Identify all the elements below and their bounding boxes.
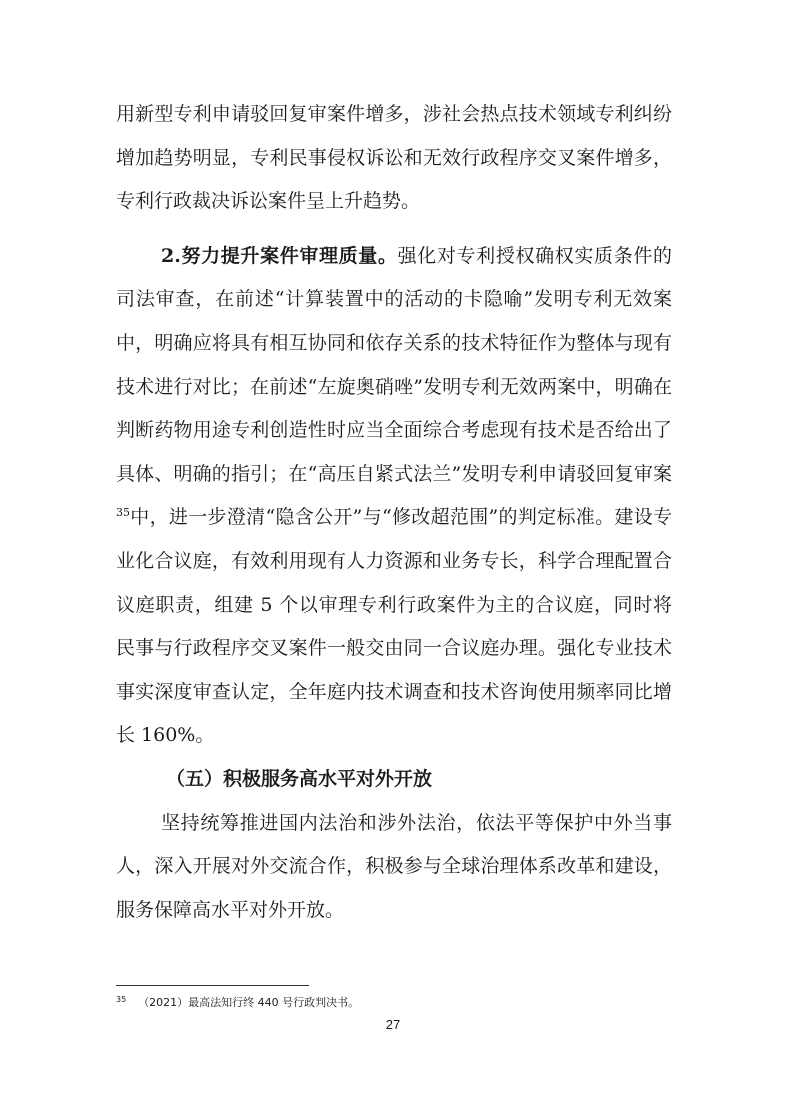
paragraph-2-part1: 强化对专利授权确权实质条件的司法审查，在前述“计算装置中的活动的卡隐喻”发明专利无效案中，明确应将具有相互协同和依存关系的技术特征作为整体与现有技术进行对比；在前述“左旋奥硝唑”发明专利无效两案中，明确在判断药物用途专利创造性时应当全面综合考虑现有技术是否给出了具体、明确的指引；在“高压自紧式法兰”发明专利申请驳回复审案: [116, 244, 672, 485]
paragraph-2-heading: 2.努力提升案件审理质量。: [161, 244, 398, 267]
body-text: [116, 93, 672, 932]
footnote-divider: [116, 985, 309, 986]
footnote-reference: 35: [116, 506, 130, 520]
paragraph-2-part2: 中，进一步澄清“隐含公开”与“修改超范围”的判定标准。建设专业化合议庭，有效利用现有人力资源和业务专长，科学合理配置合议庭职责，组建 5 个以审理专利行政案件为主的合议庭，同时将民事与行政程序交叉案件一般交由同一合议庭办理。强化专业技术事实深度审查认定，全年庭内技术调查和技术咨询使用频率同比增长 160%。: [116, 506, 672, 747]
section-paragraph: 坚持统筹推进国内法治和涉外法治，依法平等保护中外当事人，深入开展对外交流合作，积极参与全球治理体系改革和建设，服务保障高水平对外开放。: [116, 811, 672, 921]
footnote-text: （2021）最高法知行终 440 号行政判决书。: [138, 996, 360, 1009]
paragraph-2: [116, 235, 672, 758]
footnote: [116, 992, 672, 1011]
paragraph-continued: 用新型专利申请驳回复审案件增多，涉社会热点技术领域专利纠纷增加趋势明显，专利民事侵权诉讼和无效行政程序交叉案件增多，专利行政裁决诉讼案件呈上升趋势。: [116, 103, 672, 213]
section-heading: （五）积极服务高水平对外开放: [166, 767, 433, 790]
footnote-number: 35: [116, 995, 127, 1004]
page-number: 27: [385, 1017, 401, 1032]
